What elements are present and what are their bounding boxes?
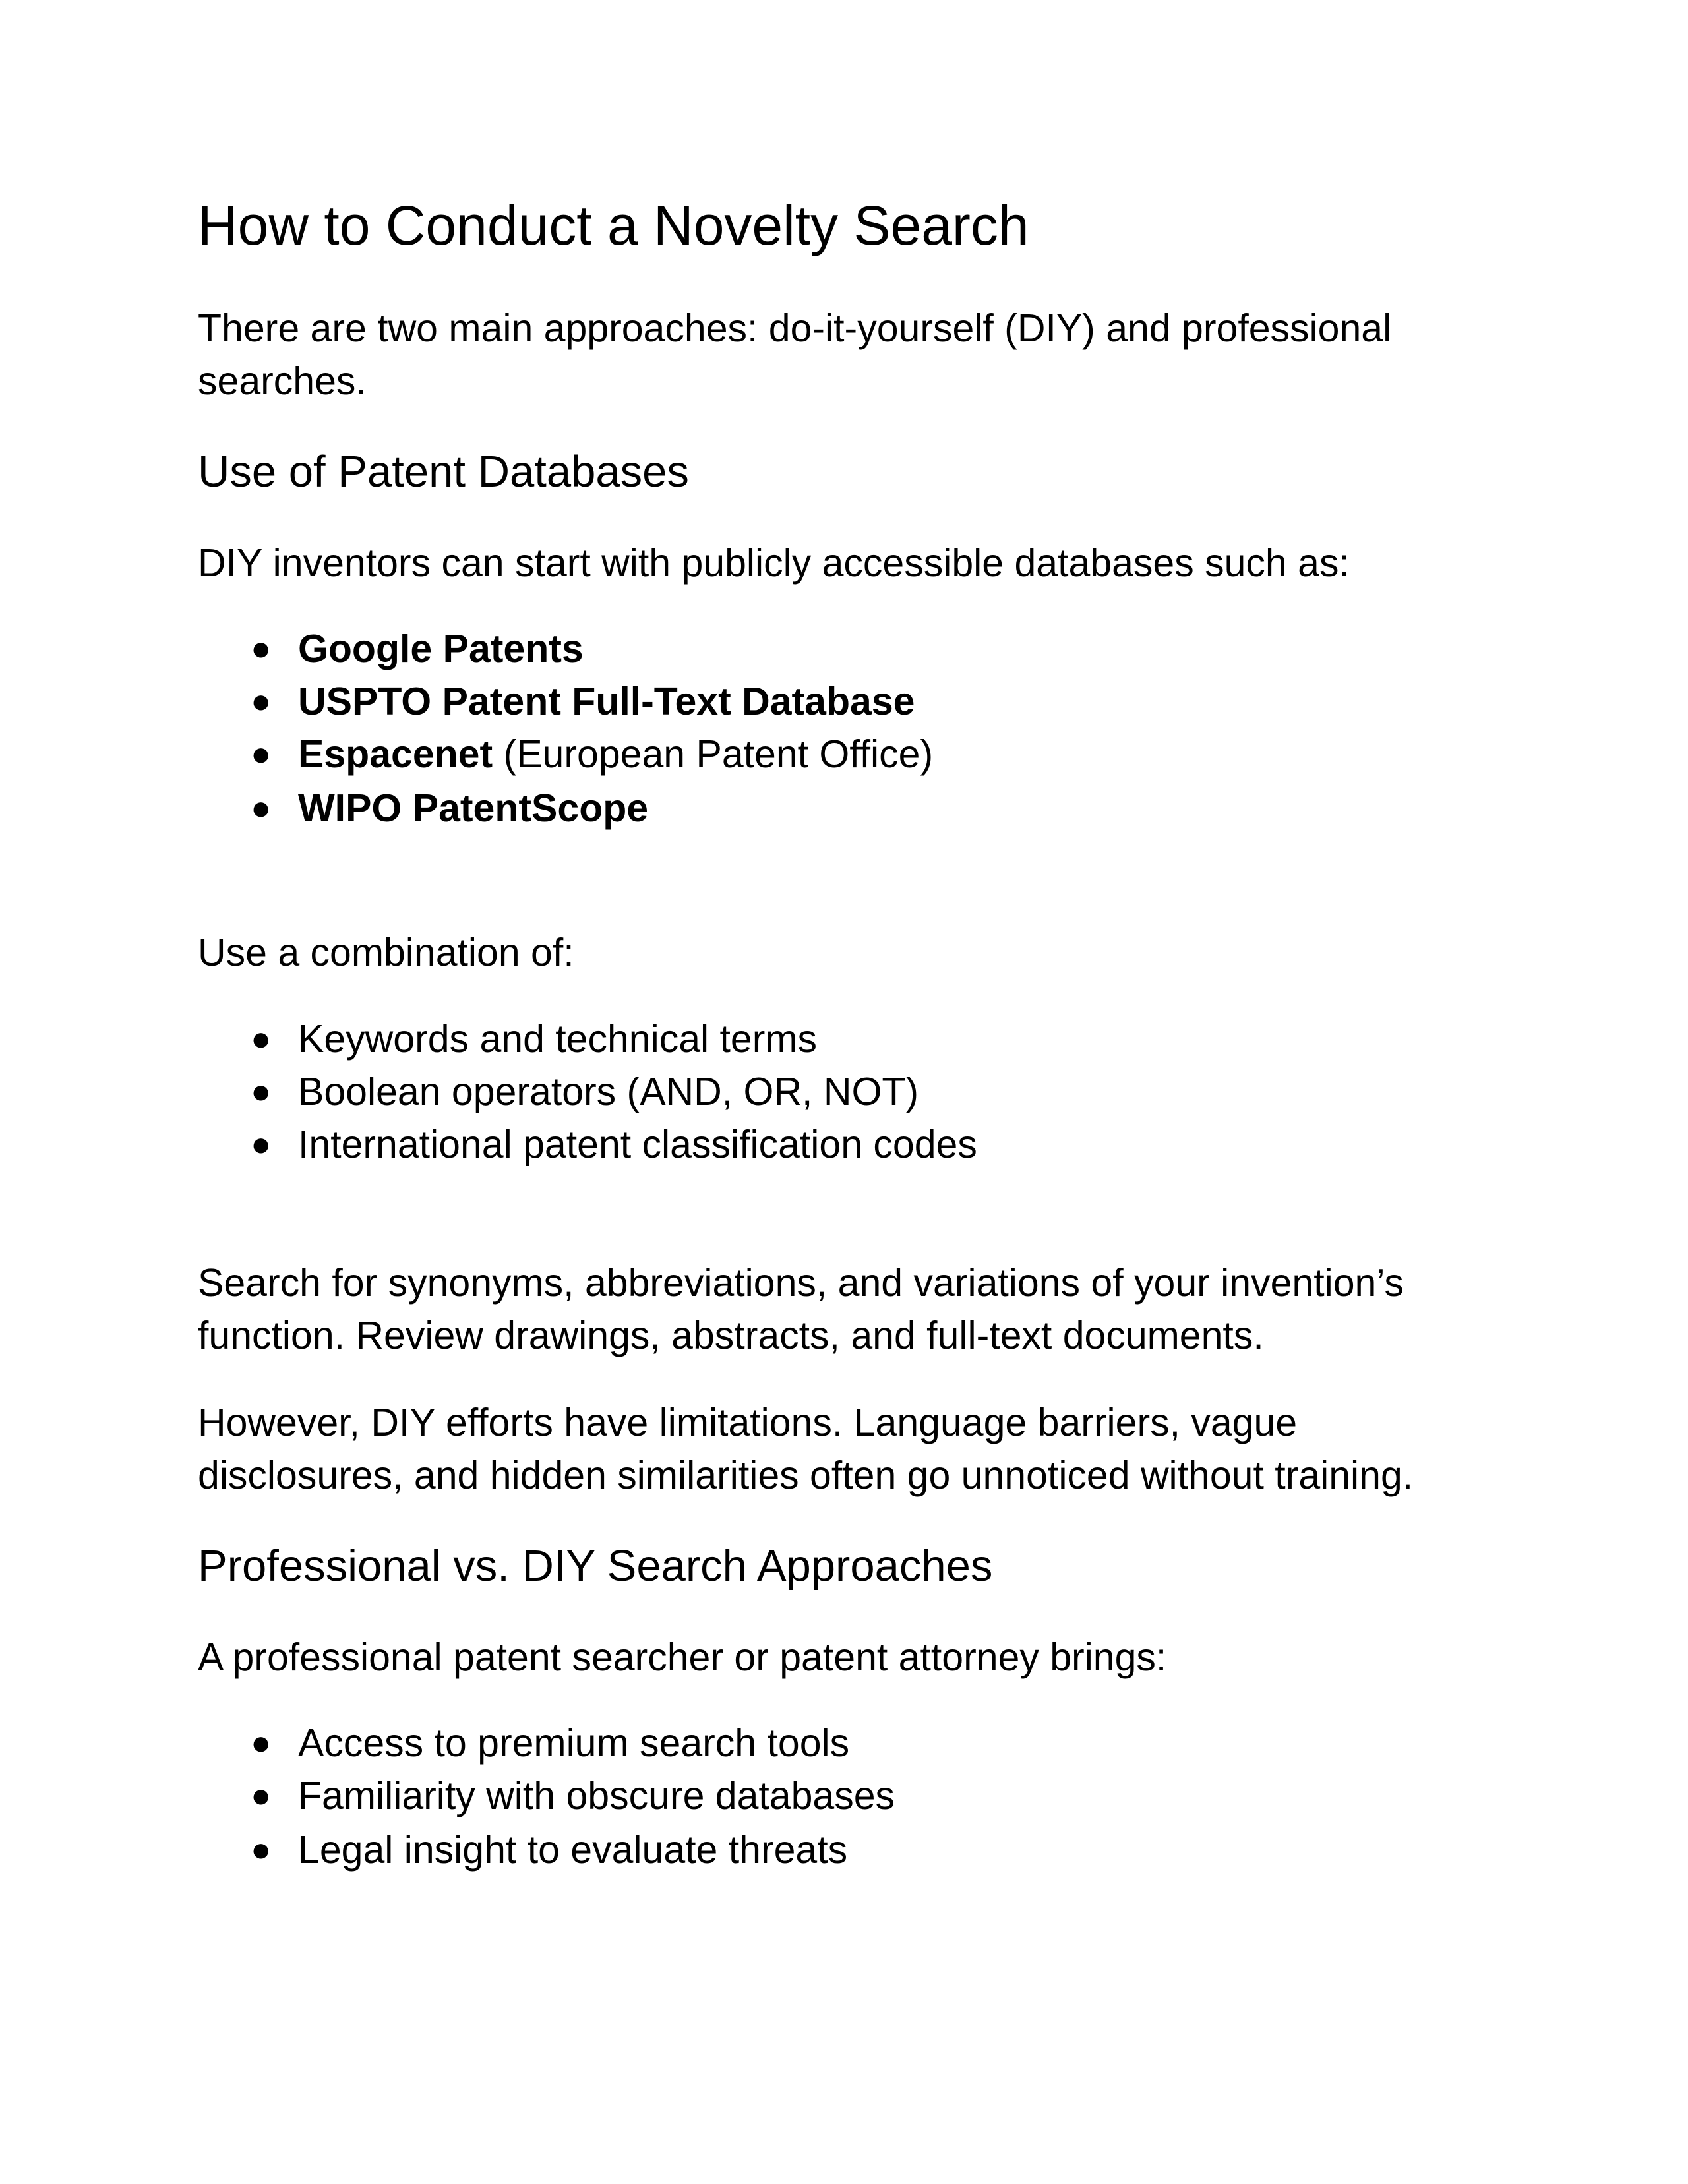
database-note: (European Patent Office)	[493, 732, 934, 776]
bullet-icon: ●	[251, 1020, 272, 1058]
bullet-icon: ●	[251, 682, 272, 721]
synonyms-paragraph-line-1: Search for synonyms, abbreviations, and variations of your invention’s	[198, 1261, 1404, 1305]
list-item-text: Keywords and technical terms	[298, 1017, 818, 1061]
bullet-icon: ●	[251, 1777, 272, 1815]
bullet-icon: ●	[251, 1073, 272, 1111]
section-heading-professional: Professional vs. DIY Search Approaches	[198, 1541, 993, 1591]
bullet-icon: ●	[251, 1831, 272, 1869]
bullet-icon: ●	[251, 630, 272, 668]
limitations-paragraph-line-1: However, DIY efforts have limitations. Language barriers, vague	[198, 1401, 1298, 1444]
list-item-text: Boolean operators (AND, OR, NOT)	[298, 1070, 919, 1113]
list-item-text: Familiarity with obscure databases	[298, 1774, 895, 1817]
bullet-icon: ●	[251, 789, 272, 827]
combination-lead: Use a combination of:	[198, 931, 574, 974]
intro-line-2: searches.	[198, 359, 367, 403]
database-name: USPTO Patent Full-Text Database	[298, 680, 915, 723]
databases-lead: DIY inventors can start with publicly accessible databases such as:	[198, 541, 1350, 585]
intro-line-1: There are two main approaches: do-it-yourself (DIY) and professional	[198, 307, 1392, 350]
bullet-icon: ●	[251, 1724, 272, 1762]
professional-lead: A professional patent searcher or patent attorney brings:	[198, 1636, 1167, 1679]
limitations-paragraph-line-2: disclosures, and hidden similarities often go unnoticed without training.	[198, 1454, 1414, 1497]
bullet-icon: ●	[251, 1125, 272, 1164]
section-heading-databases: Use of Patent Databases	[198, 447, 689, 496]
database-name: WIPO PatentScope	[298, 786, 649, 830]
database-name: Google Patents	[298, 627, 584, 670]
synonyms-paragraph-line-2: function. Review drawings, abstracts, and full-text documents.	[198, 1314, 1264, 1357]
list-item-text: International patent classification codes	[298, 1123, 977, 1166]
bullet-icon: ●	[251, 735, 272, 773]
database-name: Espacenet	[298, 732, 493, 776]
page-title: How to Conduct a Novelty Search	[198, 194, 1029, 256]
list-item-text: Access to premium search tools	[298, 1721, 850, 1765]
list-item-text: Legal insight to evaluate threats	[298, 1828, 848, 1872]
